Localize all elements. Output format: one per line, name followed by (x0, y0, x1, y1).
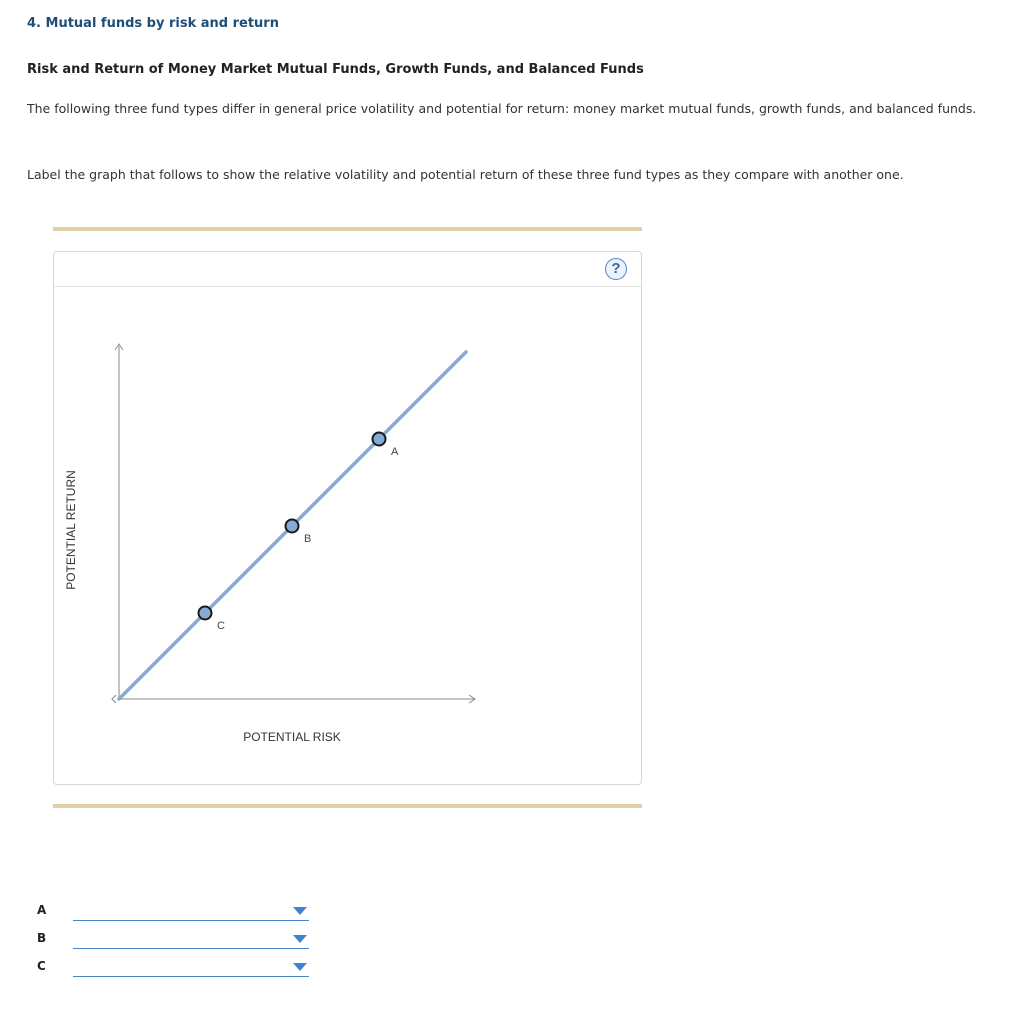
dropdown-arrow-icon[interactable] (293, 907, 307, 915)
fund-type-select-c[interactable] (73, 959, 309, 977)
y-axis-label: POTENTIAL RETURN (64, 470, 78, 590)
graph-panel (53, 251, 642, 785)
dropdown-arrow-icon[interactable] (293, 963, 307, 971)
answer-letter-c: C (37, 959, 46, 973)
select-value-b (73, 935, 77, 949)
point-a[interactable] (373, 433, 386, 446)
dropdown-arrow-icon[interactable] (293, 935, 307, 943)
fund-type-select-a[interactable] (73, 903, 309, 921)
origin-arrow-icon (112, 695, 116, 703)
point-b-label: B (304, 533, 312, 545)
point-c[interactable] (199, 607, 212, 620)
x-axis-label: POTENTIAL RISK (243, 730, 341, 744)
answer-letter-b: B (37, 931, 47, 945)
select-value-a (73, 907, 77, 921)
select-value-c (73, 963, 77, 977)
instructions-paragraph: The following three fund types differ in general price volatility and potential for return: money market mutual funds, growth funds, and balanced funds. (27, 101, 977, 116)
point-a-label: A (391, 446, 399, 458)
graph-bottom-divider (53, 804, 642, 808)
risk-return-graph (54, 252, 641, 784)
question-title: 4. Mutual funds by risk and return (27, 16, 279, 31)
point-c-label: C (217, 620, 225, 632)
help-icon[interactable]: ? (605, 258, 627, 280)
point-b[interactable] (286, 520, 299, 533)
task-paragraph: Label the graph that follows to show the relative volatility and potential return of these three fund types as they compare with another one. (27, 167, 904, 182)
fund-type-select-b[interactable] (73, 931, 309, 949)
graph-top-divider (53, 227, 642, 231)
section-heading: Risk and Return of Money Market Mutual Funds, Growth Funds, and Balanced Funds (27, 62, 644, 77)
answer-letter-a: A (37, 903, 47, 917)
